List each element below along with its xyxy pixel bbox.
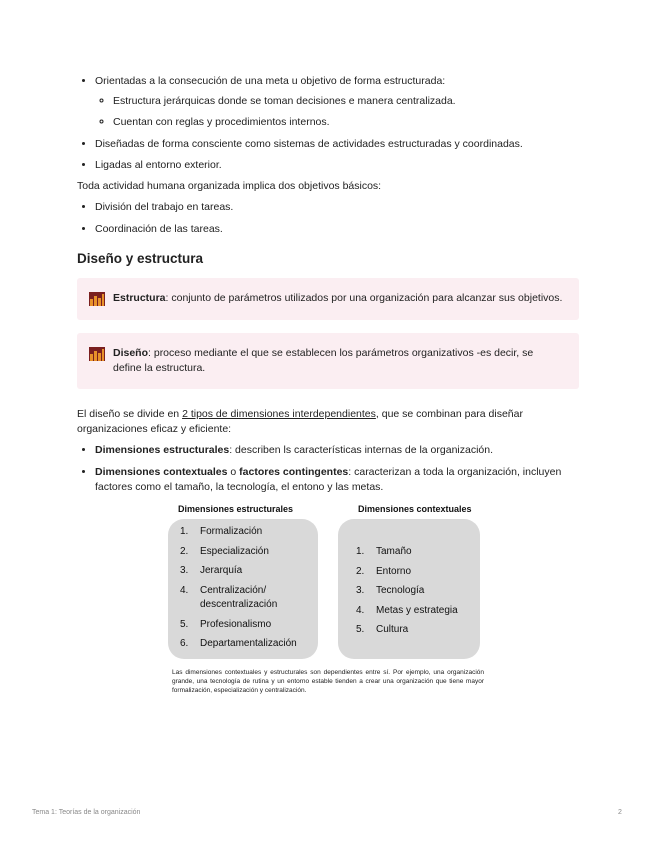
item-label: Especialización xyxy=(200,545,269,557)
item-number: 4. xyxy=(180,584,189,596)
item-label: Jerarquía xyxy=(200,565,243,577)
callout-text xyxy=(113,291,563,306)
term-contingent: factores contingentes xyxy=(239,465,349,478)
list-item xyxy=(180,584,318,613)
list-item xyxy=(180,545,318,560)
list-item xyxy=(356,565,480,580)
list-item xyxy=(356,584,480,599)
list-item xyxy=(180,525,318,540)
item-label: Tamaño xyxy=(376,546,412,558)
item-label: Entorno xyxy=(376,565,412,577)
list-item: • Ligadas al entorno exterior. xyxy=(95,158,579,173)
figure-caption: Las dimensiones contextuales y estructurales son dependientes entre sí. Por ejemplo, una organización grande, una tecnología de rutina y un entorno estable tienden a crear una organización que tiene mayor formalización, especialización y centralización. xyxy=(172,669,484,694)
list-item-text: o xyxy=(227,465,240,478)
list-item: ◦ Cuentan con reglas y procedimientos internos. xyxy=(113,115,579,130)
dimensions-link[interactable]: 2 tipos de dimensiones interdependientes xyxy=(182,407,376,420)
list-item xyxy=(356,545,480,560)
item-number: 3. xyxy=(180,565,189,577)
design-paragraph xyxy=(77,407,579,437)
list-item xyxy=(180,637,318,652)
list-item: • Diseñadas de forma consciente como sistemas de actividades estructuradas y coordinadas. xyxy=(95,137,579,152)
list-item-text: Orientadas a la consecución de una meta u objetivo de forma estructurada: xyxy=(95,75,446,87)
item-label: Metas y estrategia xyxy=(376,604,458,616)
term-structural: Dimensiones estructurales xyxy=(95,444,230,457)
section-heading: Diseño y estructura xyxy=(77,250,204,266)
list-item: • Coordinación de las tareas. xyxy=(95,222,579,237)
list-item xyxy=(180,564,318,579)
term-contextual: Dimensiones contextuales xyxy=(95,465,228,478)
list-item-text: : describen ls características internas de la organización. xyxy=(229,444,494,457)
page-number: 2 xyxy=(618,809,622,816)
dimensions-figure xyxy=(168,503,488,703)
bar-chart-icon xyxy=(89,292,105,306)
list-item xyxy=(95,74,579,131)
paragraph-text: El diseño se divide en xyxy=(77,407,183,420)
list-item-text: : caracterizan a toda la organización, incluyen factores como el tamaño, la tecnología, el entono y las metas. xyxy=(95,465,562,493)
item-number: 1. xyxy=(356,546,365,558)
list-item xyxy=(95,465,579,495)
item-label: Tecnología xyxy=(376,585,425,597)
list-item xyxy=(356,604,480,619)
dimensions-list xyxy=(77,443,579,495)
list-item xyxy=(95,443,579,458)
item-number: 4. xyxy=(356,604,365,616)
item-label: Formalización xyxy=(200,526,263,538)
bar-chart-icon xyxy=(89,347,105,361)
item-label: Profesionalismo xyxy=(200,618,272,630)
item-number: 2. xyxy=(356,565,365,577)
page-content xyxy=(77,74,579,703)
structural-panel xyxy=(168,519,318,659)
callout-diseno xyxy=(77,333,579,389)
item-number: 5. xyxy=(356,624,365,636)
structural-title: Dimensiones estructurales xyxy=(178,504,294,515)
list-item: ◦ Estructura jerárquicas donde se toman decisiones e manera centralizada. xyxy=(113,94,579,109)
contextual-panel xyxy=(338,519,480,659)
contextual-title: Dimensiones contextuales xyxy=(358,504,472,515)
callout-definition: : conjunto de parámetros utilizados por una organización para alcanzar sus objetivos. xyxy=(165,292,563,305)
callout-estructura xyxy=(77,278,579,319)
callout-term: Estructura xyxy=(113,292,166,305)
item-label: Departamentalización xyxy=(200,638,297,650)
structural-list xyxy=(180,525,318,652)
list-item: • División del trabajo en tareas. xyxy=(95,200,579,215)
list-item xyxy=(356,623,480,638)
item-number: 6. xyxy=(180,638,189,650)
footer-title: Tema 1: Teorías de la organización xyxy=(32,809,141,816)
contextual-list xyxy=(356,545,480,638)
basic-objectives-list xyxy=(77,200,579,236)
item-label: Centralización/ descentralización xyxy=(200,584,278,611)
callout-term: Diseño xyxy=(113,346,149,359)
paragraph-text: , que se combinan para diseñar organizaciones eficaz y eficiente: xyxy=(77,407,523,436)
item-number: 3. xyxy=(356,585,365,597)
item-number: 5. xyxy=(180,618,189,630)
objectives-list xyxy=(77,74,579,173)
item-number: 2. xyxy=(180,545,189,557)
callout-text xyxy=(113,346,563,376)
intro-paragraph: Toda actividad humana organizada implica dos objetivos básicos: xyxy=(77,180,382,193)
item-number: 1. xyxy=(180,526,189,538)
list-item xyxy=(180,618,318,633)
item-label: Cultura xyxy=(376,624,409,636)
callout-definition: : proceso mediante el que se establecen los parámetros organizativos -es decir, se define la estructura. xyxy=(113,346,534,374)
sub-list xyxy=(95,94,579,130)
